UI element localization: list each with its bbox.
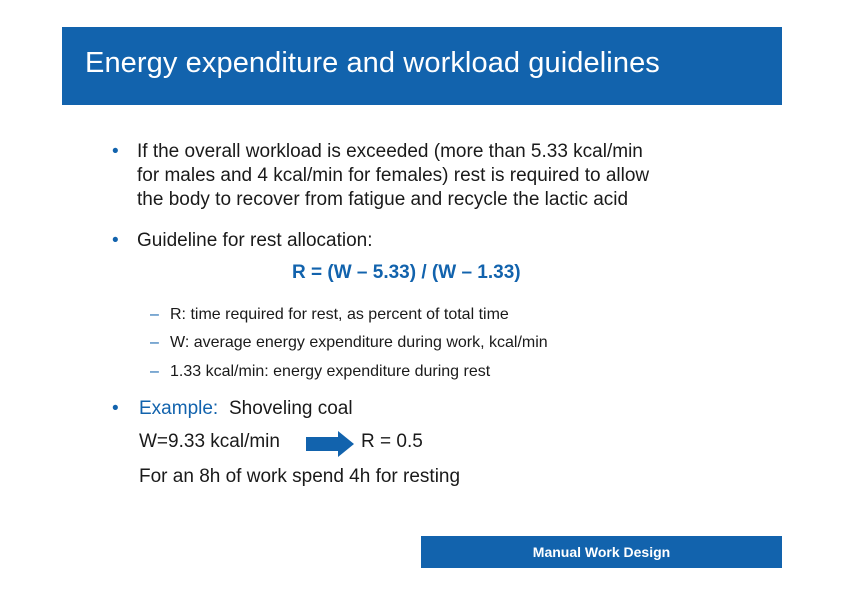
definition-text: W: average energy expenditure during work, kcal/min	[170, 334, 548, 351]
bullet-rest-guideline	[112, 229, 732, 253]
dash-marker: –	[150, 363, 159, 380]
rest-formula: R = (W – 5.33) / (W – 1.33)	[292, 262, 521, 283]
example-label: Example:	[139, 398, 219, 419]
bullet-marker: •	[112, 141, 119, 162]
title-bar	[62, 27, 782, 105]
example-text: Shoveling coal	[229, 398, 353, 419]
bullet-workload-line-1: If the overall workload is exceeded (more than 5.33 kcal/min	[137, 141, 643, 162]
bullet-workload	[112, 140, 732, 212]
bullet-workload-line-2: for males and 4 kcal/min for females) rest is required to allow	[137, 165, 650, 186]
slide-title: Energy expenditure and workload guidelines	[85, 47, 660, 79]
footer-banner	[421, 536, 782, 568]
example-conclusion: For an 8h of work spend 4h for resting	[139, 466, 461, 487]
dash-marker: –	[150, 334, 159, 351]
definition-text: R: time required for rest, as percent of total time	[170, 306, 509, 323]
bullet-workload-line-3: the body to recover from fatigue and recycle the lactic acid	[137, 189, 629, 210]
example-w-value: W=9.33 kcal/min	[139, 431, 280, 452]
right-arrow-icon	[306, 431, 354, 457]
bullet-rest-guideline-text: Guideline for rest allocation:	[137, 230, 373, 251]
definition-text: 1.33 kcal/min: energy expenditure during rest	[170, 363, 491, 380]
bullet-marker: •	[112, 230, 119, 251]
footer-text: Manual Work Design	[532, 544, 671, 560]
dash-marker: –	[150, 306, 159, 323]
example-r-value: R = 0.5	[361, 431, 423, 452]
bullet-marker: •	[112, 398, 119, 419]
